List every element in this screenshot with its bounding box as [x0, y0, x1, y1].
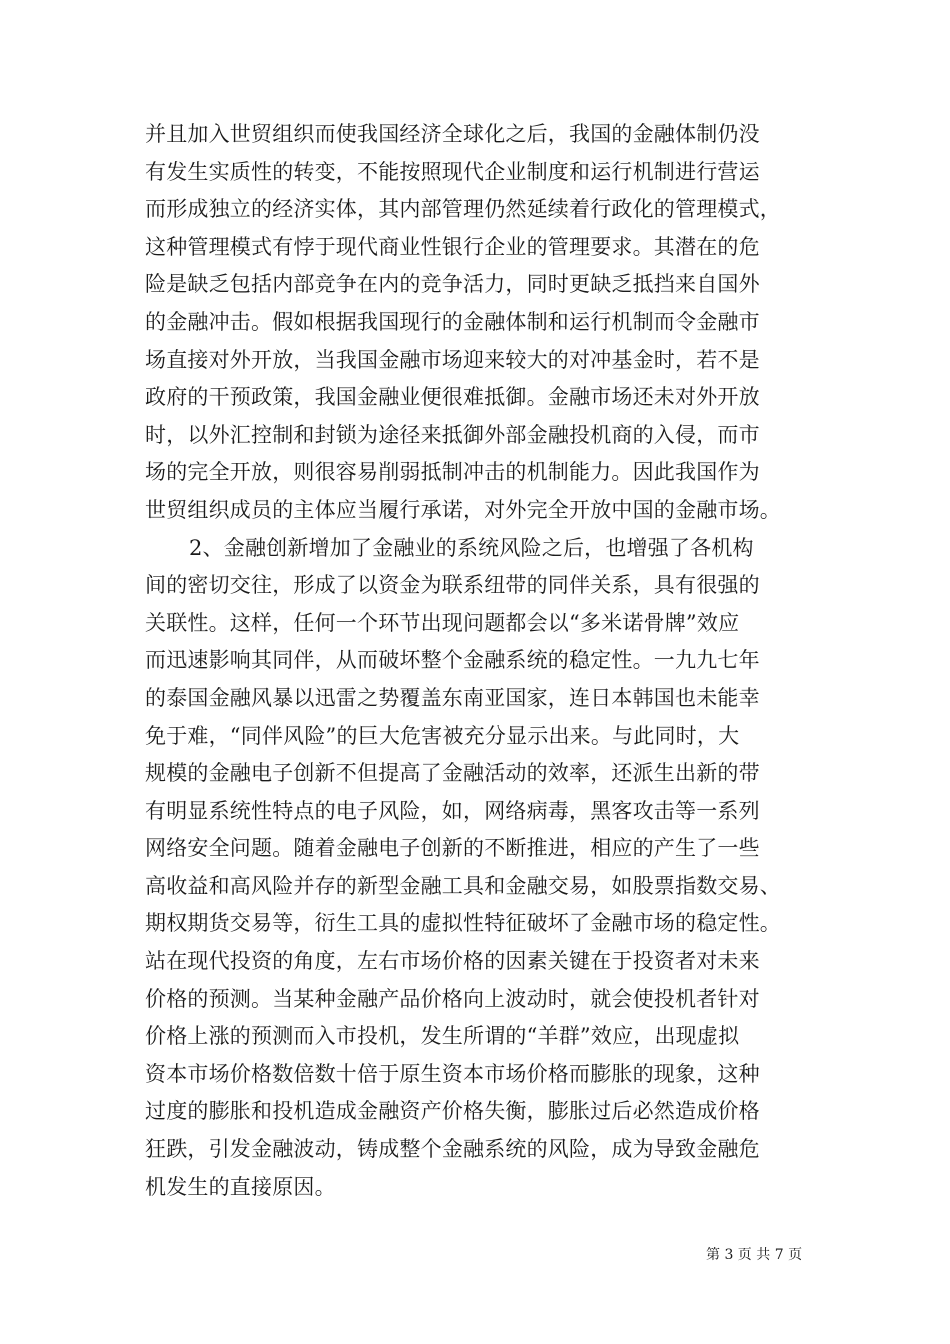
text-line: 期权期货交易等，衍生工具的虚拟性特征破坏了金融市场的稳定性。 — [145, 911, 781, 936]
text-line: 机发生的直接原因。 — [145, 1174, 336, 1199]
text-line: 关联性。这样，任何一个环节出现问题都会以“多米诺骨牌”效应 — [145, 610, 740, 635]
text-line: 而形成独立的经济实体，其内部管理仍然延续着行政化的管理模式， — [145, 197, 781, 222]
page-number: 第 3 页 共 7 页 — [706, 1247, 803, 1263]
text-line: 场直接对外开放，当我国金融市场迎来较大的对冲基金时，若不是 — [145, 347, 760, 372]
paragraph-2 — [145, 530, 813, 1207]
text-line: 并且加入世贸组织而使我国经济全球化之后，我国的金融体制仍没 — [145, 122, 760, 146]
text-line: 过度的膨胀和投机造成金融资产价格失衡，膨胀过后必然造成价格 — [145, 1099, 760, 1124]
text-line: 有发生实质性的转变，不能按照现代企业制度和运行机制进行营运 — [145, 159, 760, 184]
text-line: 网络安全问题。随着金融电子创新的不断推进，相应的产生了一些 — [145, 836, 760, 861]
text-line: 站在现代投资的角度，左右市场价格的因素关键在于投资者对未来 — [145, 949, 760, 974]
text-line: 免于难，“同伴风险”的巨大危害被充分显示出来。与此同时，大 — [145, 723, 740, 748]
text-line: 2、金融创新增加了金融业的系统风险之后，也增强了各机构 — [189, 535, 754, 560]
text-line: 有明显系统性特点的电子风险，如，网络病毒，黑客攻击等一系列 — [145, 798, 760, 823]
text-line: 资本市场价格数倍数十倍于原生资本市场价格而膨胀的现象，这种 — [145, 1061, 760, 1086]
text-line: 间的密切交往，形成了以资金为联系纽带的同伴关系，具有很强的 — [145, 573, 760, 598]
text-line: 高收益和高风险并存的新型金融工具和金融交易，如股票指数交易、 — [145, 873, 781, 898]
text-line: 这种管理模式有悖于现代商业性银行企业的管理要求。其潜在的危 — [145, 234, 760, 259]
body-text — [145, 116, 813, 1206]
text-line: 的金融冲击。假如根据我国现行的金融体制和运行机制而令金融市 — [145, 309, 760, 334]
text-line: 规模的金融电子创新不但提高了金融活动的效率，还派生出新的带 — [145, 761, 760, 786]
text-line: 狂跌，引发金融波动，铸成整个金融系统的风险，成为导致金融危 — [145, 1137, 760, 1162]
text-line: 世贸组织成员的主体应当履行承诺，对外完全开放中国的金融市场。 — [145, 497, 781, 522]
text-line: 政府的干预政策，我国金融业便很难抵御。金融市场还未对外开放 — [145, 385, 760, 410]
text-line: 而迅速影响其同伴，从而破坏整个金融系统的稳定性。一九九七年 — [145, 648, 760, 673]
text-line: 价格上涨的预测而入市投机，发生所谓的“羊群”效应，出现虚拟 — [145, 1024, 740, 1049]
text-line: 时，以外汇控制和封锁为途径来抵御外部金融投机商的入侵，而市 — [145, 422, 760, 447]
text-line: 价格的预测。当某种金融产品价格向上波动时，就会使投机者针对 — [145, 986, 760, 1011]
text-line: 的泰国金融风暴以迅雷之势覆盖东南亚国家，连日本韩国也未能幸 — [145, 685, 760, 710]
text-line: 场的完全开放，则很容易削弱抵制冲击的机制能力。因此我国作为 — [145, 460, 760, 485]
text-line: 险是缺乏包括内部竞争在内的竞争活力，同时更缺乏抵挡来自国外 — [145, 272, 760, 297]
paragraph-1 — [145, 116, 813, 530]
